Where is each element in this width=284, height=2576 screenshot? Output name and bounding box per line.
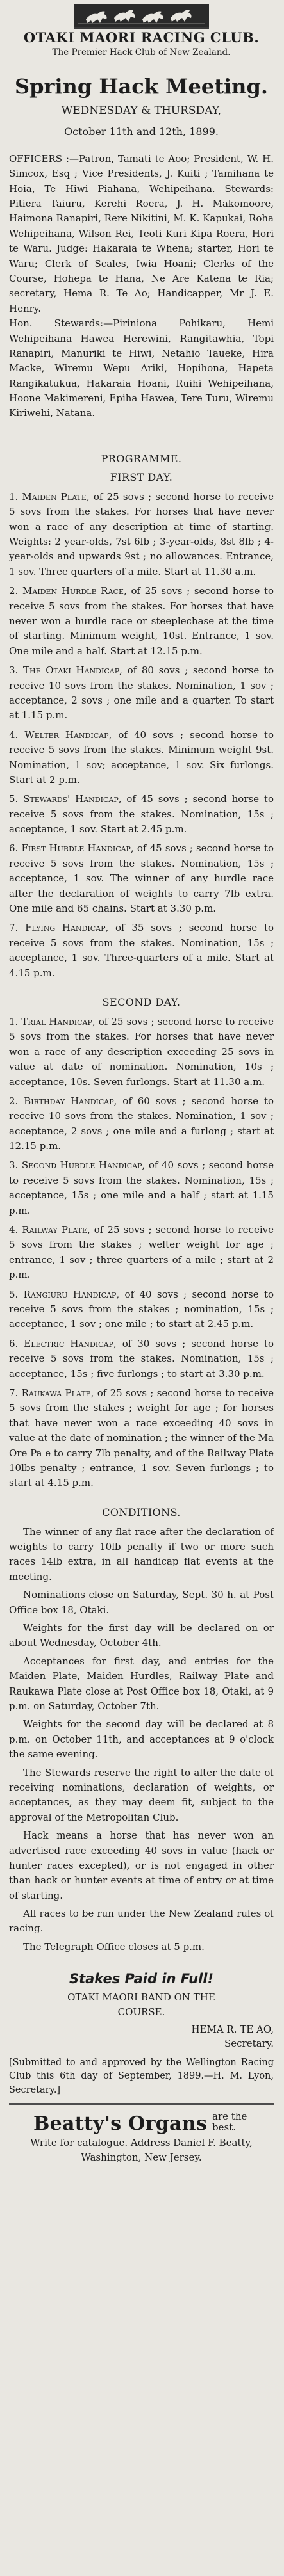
race-details: of 30 sovs ; second horse to receive 5 sovs from the stakes. Nomination, 15s ; acceptance, 15s ; five furlongs ; to start at 3.30 p.m.: [9, 1337, 274, 1380]
secretary-signature: [9, 2023, 274, 2051]
race-number: 7.: [9, 922, 19, 934]
race-item: [9, 663, 274, 723]
conditions-heading: CONDITIONS.: [102, 1506, 181, 1518]
meeting-title: Spring Hack Meeting.: [15, 74, 268, 99]
race-number: 6.: [9, 842, 19, 855]
race-item: [9, 1386, 274, 1491]
honorary-stewards-list: Hon. Stewards:—Piriniona Pohikaru, Hemi Wehipeihana Hawea Herewini, Rangitawhia, Topi Ranapiri, Manuriki te Hiwi, Netahio Taueke, Hira Macke, Wiremu Wepu Ariki, Hopihona, Hapeta Rangikatukua, Hakaraia Hoani, Ruihi Wehipeihana, Hoone Makimereni, Epiha Hawea, Tere Turu, Wiremu Kiriwehi, Natana.: [9, 318, 274, 419]
advertisement-body: Write for catalogue. Address Daniel F. Beatty, Washington, New Jersey.: [30, 2137, 253, 2163]
race-item: [9, 1015, 274, 1090]
race-item: [9, 921, 274, 981]
secretary-role: Secretary.: [224, 2037, 274, 2049]
advertisement-title: Beatty's Organs: [33, 2113, 208, 2136]
officers-list: OFFICERS :—Patron, Tamati te Aoo; President, W. H. Simcox, Esq ; Vice Presidents, J. Kuiti ; Tamihana te Hoia, Te Hiwi Piahana, Wehipeihana. Stewards: Pitiera Taiuru, Kerehi Roera, J. H. Makomoore, Haimona Ranapiri, Rere Nikitini, M. K. Kapukai, Roha Wehipeihana, Wilson Rei, Teoti Kuri Kipa Roera, Hori te Waru. Judge: Hakaraia te Whena; starter, Hori te Waru; Clerk of Scales, Iwia Hoani; Clerks of the Course, Hohepa te Hana, Ne Are Katena te Ria; secretary, Hema R. Te Ao; Handicapper, Mr J. E. Henry.: [9, 152, 274, 314]
race-number: 5.: [9, 793, 19, 805]
race-details: of 25 sovs ; second horse to receive 5 sovs from the stakes. For horses that have never won a race of any description exceeding 25 sovs in value at date of nomination. Nomination, 10s ; acceptance, 10s. Seven furlongs. Start at 11.30 a.m.: [9, 1015, 274, 1088]
race-name: The Otaki Handicap,: [23, 664, 122, 677]
meeting-dates: October 11th and 12th, 1899.: [63, 125, 219, 138]
race-item: [9, 728, 274, 788]
race-name: Stewards' Handicap,: [23, 793, 122, 805]
race-name: Rangiuru Handicap,: [23, 1288, 120, 1300]
race-number: 3.: [9, 1159, 19, 1171]
condition-paragraph: The winner of any flat race after the declaration of weights to carry 10lb penalty if two or more such races 14lb extra, in all handicap flat events at the meeting.: [9, 1525, 274, 1582]
condition-paragraph: The Stewards reserve the right to alter the date of receiving nominations, declaration of weights, or acceptances, as they may deem fit, subject to the approval of the Metropolitan Club.: [9, 1766, 274, 1823]
race-number: 1.: [9, 1015, 19, 1027]
conditions-section: [9, 1525, 274, 1955]
condition-paragraph: Acceptances for first day, and entries for the Maiden Plate, Maiden Hurdles, Railway Plate and Raukawa Plate close at Post Office box 18, Otaki, at 9 p.m. on Saturday, October 7th.: [9, 1655, 274, 1712]
race-number: 1.: [9, 490, 19, 503]
race-item: [9, 792, 274, 837]
race-item: [9, 1223, 274, 1283]
race-details: of 25 sovs ; second horse to receive 5 sovs from the stakes ; welter weight for age ; entrance, 1 sov ; three quarters of a mile ; start at 2 p.m.: [9, 1224, 274, 1281]
advertisement-divider: [9, 2103, 274, 2105]
condition-paragraph: Hack means a horse that has never won an advertised race exceeding 40 sovs in value (hack or hunter races excepted), or is not engaged in other than hack or hunter events at time of entry or at time of starting.: [9, 1830, 274, 1901]
race-name: Maiden Plate,: [22, 490, 90, 503]
race-number: 2.: [9, 585, 19, 597]
condition-paragraph: Weights for the first day will be declared on or about Wednesday, October 4th.: [9, 1622, 274, 1649]
race-item: [9, 1287, 274, 1332]
advertisement-header: [9, 2111, 274, 2136]
stakes-banner: Stakes Paid in Full!: [69, 1971, 214, 1987]
advertisement-tagline: are the best.: [212, 2110, 247, 2134]
race-name: Maiden Hurdle Race,: [22, 585, 127, 597]
race-number: 5.: [9, 1288, 19, 1300]
race-details: of 40 sovs ; second horse to receive 5 sovs from the stakes. Minimum weight 9st. Nomination, 1 sov; acceptance, 1 sov. Six furlongs. Start at 2 p.m.: [9, 729, 274, 785]
race-name: First Hurdle Handicap,: [21, 842, 134, 855]
race-details: of 40 sovs ; second horse to receive 5 sovs from the stakes ; nomination, 15s ; acceptance, 1 sov ; one mile ; to start at 2.45 p.m.: [9, 1288, 274, 1330]
race-item: [9, 584, 274, 659]
race-number: 2.: [9, 1095, 19, 1107]
race-name: Raukawa Plate,: [21, 1387, 94, 1399]
race-number: 7.: [9, 1387, 19, 1399]
condition-paragraph: Weights for the second day will be declared at 8 p.m. on October 11th, and acceptances at 9 o'clock the same evening.: [9, 1718, 274, 1760]
race-item: [9, 1337, 274, 1381]
condition-paragraph: All races to be run under the New Zealand rules of racing.: [9, 1908, 274, 1935]
race-item: [9, 841, 274, 916]
second-day-heading: SECOND DAY.: [102, 995, 181, 1008]
second-day-races: [9, 1015, 274, 1491]
masthead: [9, 4, 274, 65]
race-number: 4.: [9, 1224, 19, 1236]
race-details: of 25 sovs ; second horse to receive 5 sovs from the stakes. For horses that have never won a hurdle race or steeplechase at the time of starting. Minimum weight, 10st. Entrance, 1 sov. One mile and a half. Start at 12.15 p.m.: [9, 585, 274, 657]
race-number: 4.: [9, 729, 19, 741]
race-details: of 60 sovs ; second horse to receive 10 sovs from the stakes. Nomination, 1 sov ; acceptance, 2 sovs ; one mile and a furlong ; start at 12.15 p.m.: [9, 1095, 274, 1152]
race-item: [9, 1158, 274, 1218]
race-name: Birthday Handicap,: [24, 1095, 117, 1107]
race-number: 6.: [9, 1337, 19, 1349]
race-details: of 45 sovs ; second horse to receive 5 sovs from the stakes. Nomination, 15s ; acceptance, 1 sov. Start at 2.45 p.m.: [9, 793, 274, 835]
condition-paragraph: The Telegraph Office closes at 5 p.m.: [23, 1940, 205, 1952]
club-name: OTAKI MAORI RACING CLUB.: [23, 29, 260, 45]
first-day-races: [9, 490, 274, 981]
race-details: of 25 sovs ; second horse to receive 5 sovs from the stakes ; weight for age ; for horses that have never won a race exceeding 40 sovs in value at the date of nomination ; the winner of the Ma Ore Pa e to carry 7lb penalty, and of the Railway Plate 10lbs penalty ; entrance, 1 sov. Seven furlongs ; to start at 4.15 p.m.: [9, 1387, 274, 1489]
race-details: of 40 sovs ; second horse to receive 5 sovs from the stakes. Nomination, 15s ; acceptance, 15s ; one mile and a half ; start at 1.15 p.m.: [9, 1159, 274, 1216]
race-name: Trial Handicap,: [21, 1015, 96, 1027]
club-subtitle: The Premier Hack Club of New Zealand.: [52, 47, 231, 58]
band-notice-line-1: OTAKI MAORI BAND ON THE: [67, 1992, 215, 2004]
race-details: of 35 sovs ; second horse to receive 5 sovs from the stakes. Nomination, 15s ; acceptance, 1 sov. Three-quarters of a mile. Start at 4.15 p.m.: [9, 922, 274, 979]
band-notice-line-2: COURSE.: [117, 2006, 165, 2018]
race-name: Railway Plate,: [22, 1224, 90, 1236]
race-name: Welter Handicap,: [24, 729, 112, 741]
race-details: of 45 sovs ; second horse to receive 5 sovs from the stakes. Nomination, 15s ; acceptance, 1 sov. The winner of any hurdle race after the declaration of weights to carry 7lb extra. One mile and 65 chains. Start at 3.30 p.m.: [9, 842, 274, 915]
first-day-heading: FIRST DAY.: [110, 471, 173, 483]
officers-section: [9, 152, 274, 421]
approval-note: [Submitted to and approved by the Wellington Racing Club this 6th day of September, 1899.—H. M. Lyon, Secretary.]: [9, 2057, 274, 2096]
condition-paragraph: Nominations close on Saturday, Sept. 30 h. at Post Office box 18, Otaki.: [9, 1589, 274, 1616]
race-details: of 80 sovs ; second horse to receive 10 sovs from the stakes. Nomination, 1 sov ; acceptance, 2 sovs ; one mile and a quarter. To start at 1.15 p.m.: [9, 664, 274, 721]
race-name: Electric Handicap,: [24, 1337, 117, 1349]
race-name: Second Hurdle Handicap,: [21, 1159, 146, 1171]
programme-heading: PROGRAMME.: [101, 452, 182, 465]
secretary-name: HEMA R. TE AO,: [191, 2024, 274, 2036]
meeting-days: WEDNESDAY & THURSDAY,: [61, 104, 222, 118]
race-item: [9, 490, 274, 579]
race-name: Flying Handicap,: [25, 922, 109, 934]
race-number: 3.: [9, 664, 19, 677]
race-details: of 25 sovs ; second horse to receive 5 sovs from the stakes. For horses that have never won a race of any description at time of starting. Weights: 2 year-olds, 7st 6lb ; 3-year-olds, 8st 8lb ; 4-year-olds and upwards 9st ; no allowances. Entrance, 1 sov. Three quarters of a mile. Start at 11.30 a.m.: [9, 490, 274, 577]
race-item: [9, 1094, 274, 1154]
